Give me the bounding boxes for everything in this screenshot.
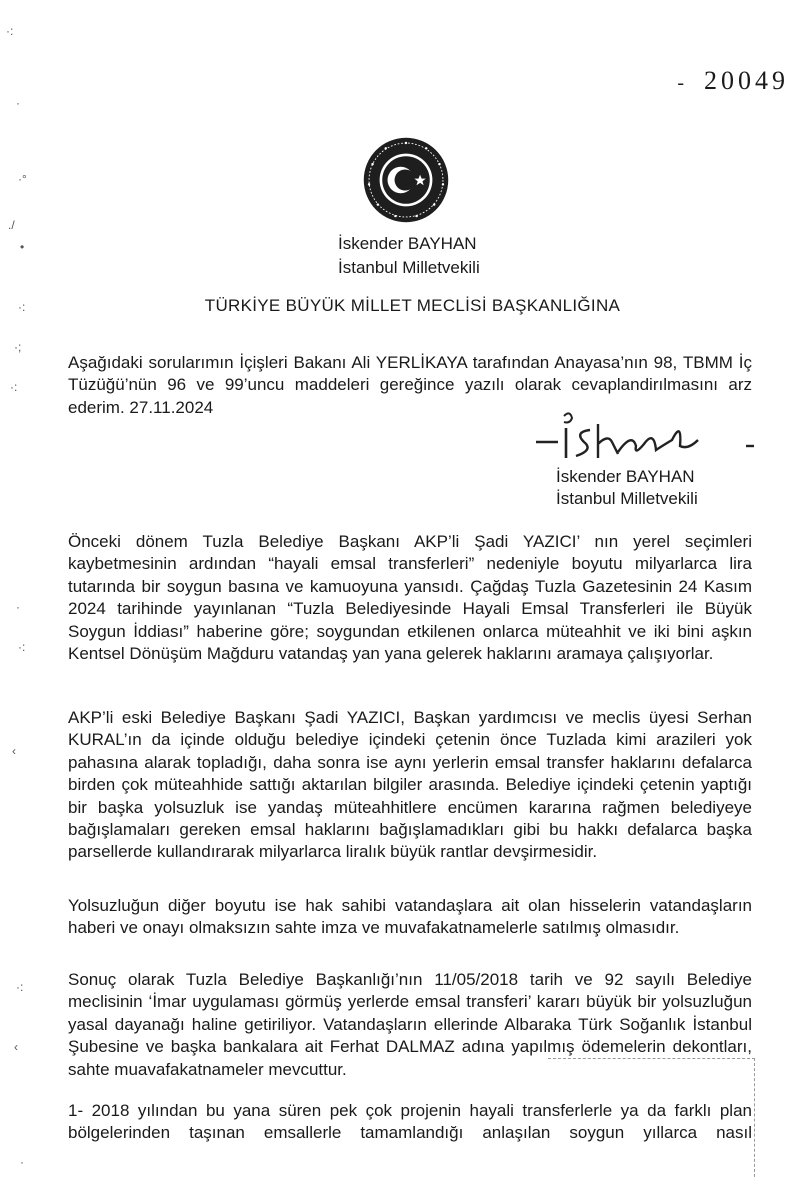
scan-artifact-box (548, 1058, 755, 1177)
document-title: TÜRKİYE BÜYÜK MİLLET MECLİSİ BAŞKANLIĞINA (204, 296, 621, 315)
document-number-value: 20049 (704, 66, 789, 95)
body-paragraph-3: Yolsuzluğun diğer boyutu ise hak sahibi vatandaşlara ait olan hisselerin vatandaşların haberi ve onayı olmaksızın sahte imza ve muvafakatnamelerle satılmış olmasıdır. (68, 896, 752, 938)
author-block (338, 232, 480, 280)
signer-block (556, 466, 698, 510)
body-paragraph-1: Önceki dönem Tuzla Belediye Başkanı AKP’li Şadi YAZICI’ nın yerel seçimleri kaybetmesinin ardından “hayali emsal transferleri” nedeniyle boyutu milyarlarca lira tutarında bir soygun basına ve kamuoyuna yansıdı. Çağdaş Tuzla Gazetesinin 24 Kasım 2024 tarihinde yayınlanan “Tuzla Belediyesinde Hayali Emsal Transferleri ile Büyük Soygun İddiası” haberine göre; soygundan etkilenen onlarca müteahhit ve iki bini aşkın Kentsel Dönüşüm Mağduru vatandaş yan yana gelerek haklarını aramaya çalışıyorlar. (68, 532, 752, 664)
scan-margin-marks: ·: · ·° ./ • ·: ·; ·: · ·: ‹ ·: ‹ · (6, 24, 27, 1169)
handwritten-signature-icon (528, 408, 768, 472)
author-name: İskender BAYHAN (338, 234, 477, 253)
author-title: İstanbul Milletvekili (338, 258, 480, 277)
signer-title: İstanbul Milletvekili (556, 489, 698, 508)
body-paragraph-2: AKP’li eski Belediye Başkanı Şadi YAZICI, Başkan yardımcısı ve meclis üyesi Serhan KURAL’ın da içinde olduğu belediye içindeki çetenin önce Tuzlada kimi arazileri yok pahasına alarak topladığı, daha sonra ise aynı yerlerin emsal transfer haklarını defalarca birden çok müteahhide sattığı aktarılan bilgiler arasında. Belediye içindeki çetenin yaptığı bir başka yolsuzluk ise yandaş müteahhitlere encümen kararına rağmen belediyeye bağışlamaları gereken emsal haklarını bağışlamadıkları gibi bu hakkı defalarca başka parsellerde kullandırarak milyarlarca liralık büyük rantlar devşirmesidir. (68, 708, 752, 862)
document-number-prefix: - (677, 72, 688, 94)
tbmm-seal-icon (362, 136, 450, 224)
body-paragraph-5: 1- 2018 yılından bu yana süren pek çok projenin hayali transferlerle ya da farklı plan bölgelerinden taşınan emsallerle tamamlandığı anlaşılan soygun yıllarca nasıl (68, 1101, 752, 1143)
document-number (677, 66, 789, 96)
intro-paragraph: Aşağıdaki sorularımın İçişleri Bakanı Ali YERLİKAYA tarafından Anayasa’nın 98, TBMM İç Tüzüğü’nün 96 ve 99’uncu maddeleri gereğince yazılı olarak cevaplandirılmasını arz ederim. 27.11.2024 (68, 353, 752, 417)
signer-name: İskender BAYHAN (556, 467, 695, 486)
body-paragraph-4: Sonuç olarak Tuzla Belediye Başkanlığı’nın 11/05/2018 tarih ve 92 sayılı Belediye meclisinin ‘İmar uygulaması görmüş yerlerde emsal transferi’ kararı büyük bir yolsuzluğun yasal dayanağı haline getiriliyor. Vatandaşların ellerinde Albaraka Türk Soğanlık İstanbul Şubesine ve başka bankalara ait Ferhat DALMAZ adına yapılmış ödemelerin dekontları, sahte muavafakatnameler mevcuttur. (68, 970, 752, 1079)
